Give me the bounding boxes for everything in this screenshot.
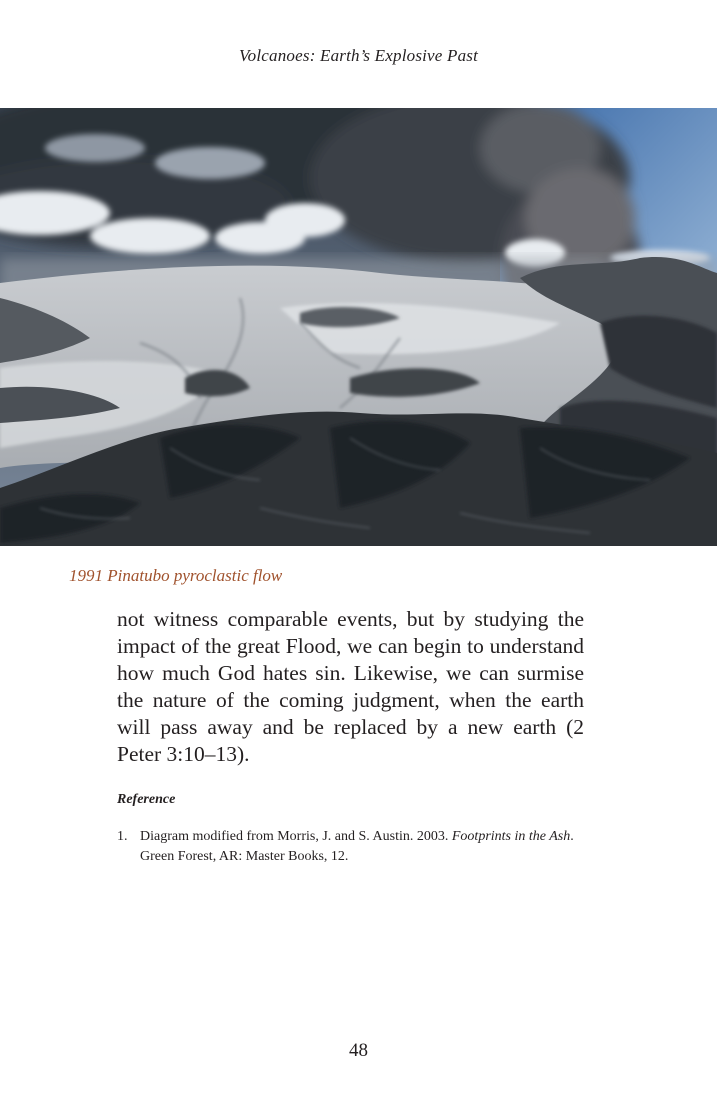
reference-text bbox=[140, 827, 577, 867]
reference-text-pre: Diagram modified from Morris, J. and S. Austin. 2003. bbox=[140, 829, 452, 844]
eruption-photo bbox=[0, 108, 717, 546]
body-paragraph: not witness comparable events, but by studying the impact of the great Flood, we can begin to understand how much God hates sin. Likewise, we can surmise the nature of the coming judgment, when the earth will pass away and be replaced by a new earth (2 Peter 3:10–13). bbox=[117, 607, 584, 766]
page-number: 48 bbox=[349, 1040, 368, 1061]
body-paragraph-block bbox=[117, 606, 584, 768]
reference-heading: Reference bbox=[117, 792, 176, 807]
reference-number: 1. bbox=[117, 829, 128, 844]
reference-item bbox=[117, 827, 577, 867]
reference-list bbox=[117, 827, 577, 867]
figure-caption: 1991 Pinatubo pyroclastic flow bbox=[69, 566, 283, 585]
reference-text-post: . Green Forest, AR: Master Books, 12. bbox=[140, 829, 574, 864]
reference-book-title: Footprints in the Ash bbox=[451, 829, 571, 844]
running-head: Volcanoes: Earth’s Explosive Past bbox=[238, 46, 479, 65]
